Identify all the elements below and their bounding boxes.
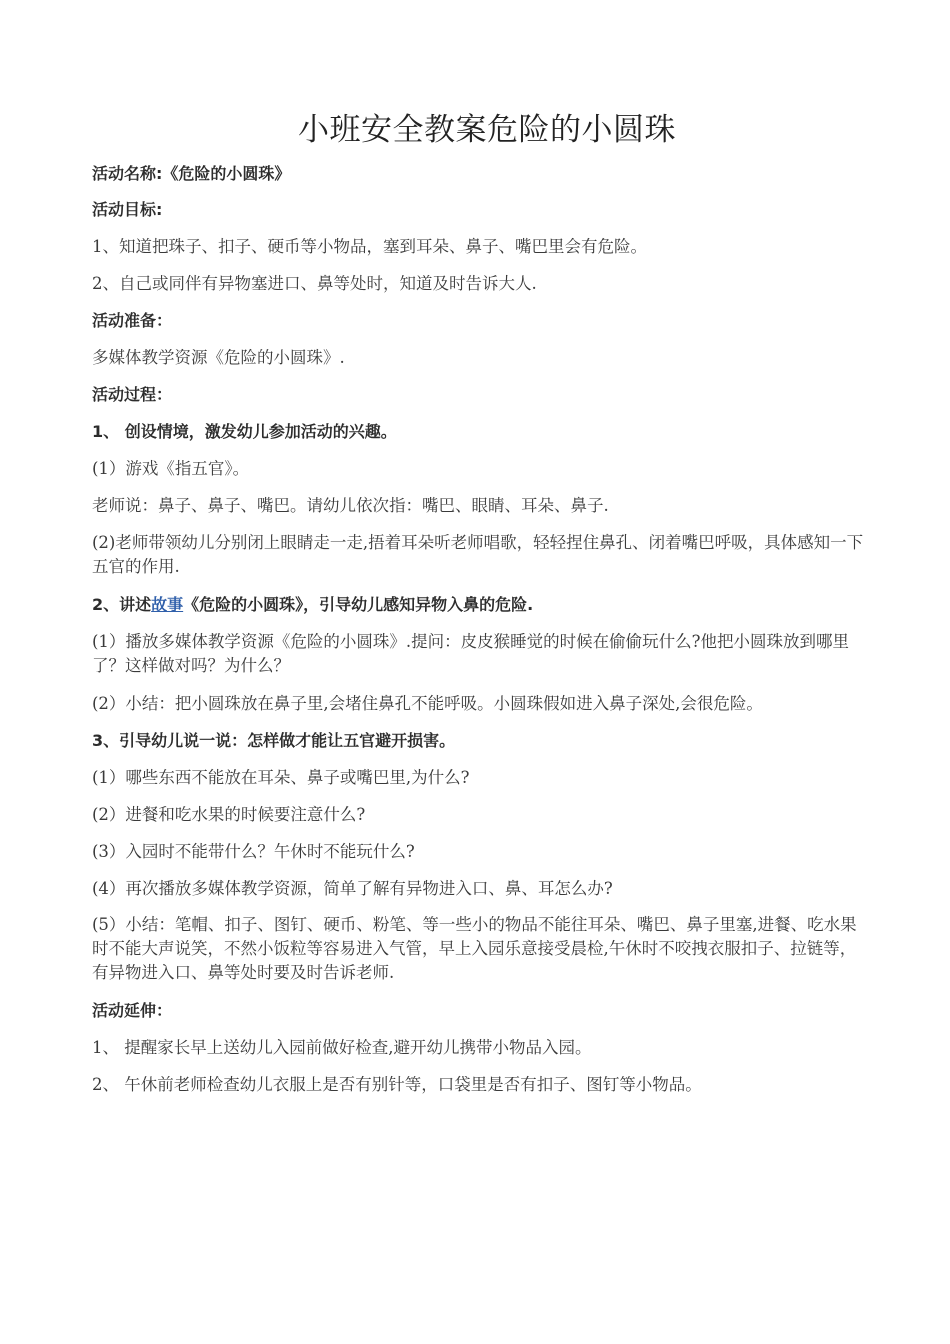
step3-line-1: (1）哪些东西不能放在耳朵、鼻子或嘴巴里,为什么? bbox=[92, 768, 470, 787]
goals-heading: 活动目标: bbox=[92, 200, 163, 219]
prep-heading: 活动准备： bbox=[92, 311, 173, 330]
extension-item-1: 1、 提醒家长早上送幼儿入园前做好检查,避开幼儿携带小物品入园。 bbox=[92, 1038, 592, 1057]
step3-heading: 3、引导幼儿说一说：怎样做才能让五官避开损害。 bbox=[92, 731, 456, 750]
step1-line-1: (1）游戏《指五官》。 bbox=[92, 459, 250, 478]
page-title: 小班安全教案危险的小圆珠 bbox=[298, 112, 676, 148]
step2-heading-post: 《危险的小圆珠》，引导幼儿感知异物入鼻的危险. bbox=[183, 595, 534, 614]
step1-heading: 1、 创设情境，激发幼儿参加活动的兴趣。 bbox=[92, 422, 397, 441]
story-link[interactable]: 故事 bbox=[151, 595, 184, 614]
step3-line-2: (2）进餐和吃水果的时候要注意什么? bbox=[92, 805, 366, 824]
prep-text: 多媒体教学资源《危险的小圆珠》. bbox=[92, 348, 345, 367]
step2-line-1: (1）播放多媒体教学资源《危险的小圆珠》.提问：皮皮猴睡觉的时候在偷偷玩什么?他把小圆珠放到哪里了？这样做对吗？为什么？ bbox=[92, 632, 850, 675]
goal-item-1: 1、知道把珠子、扣子、硬币等小物品，塞到耳朵、鼻子、嘴巴里会有危险。 bbox=[92, 237, 647, 256]
step1-line-2: 老师说：鼻子、鼻子、嘴巴。请幼儿依次指：嘴巴、眼睛、耳朵、鼻子. bbox=[92, 496, 609, 515]
step1-line-3: (2)老师带领幼儿分别闭上眼睛走一走,捂着耳朵听老师唱歌，轻轻捏住鼻孔、闭着嘴巴呼吸，具体感知一下五官的作用. bbox=[92, 533, 864, 576]
step2-heading-pre: 2、讲述 bbox=[92, 595, 152, 614]
step2-line-2: (2）小结：把小圆珠放在鼻子里,会堵住鼻孔不能呼吸。小圆珠假如进入鼻子深处,会很危险。 bbox=[92, 694, 763, 713]
extension-heading: 活动延伸： bbox=[92, 1001, 173, 1020]
goal-item-2: 2、自己或同伴有异物塞进口、鼻等处时，知道及时告诉大人. bbox=[92, 274, 537, 293]
activity-name: 活动名称:《危险的小圆珠》 bbox=[92, 164, 291, 183]
step2-heading bbox=[92, 593, 533, 617]
extension-item-2: 2、 午休前老师检查幼儿衣服上是否有别针等，口袋里是否有扣子、图钉等小物品。 bbox=[92, 1075, 702, 1094]
step3-line-4: (4）再次播放多媒体教学资源，简单了解有异物进入口、鼻、耳怎么办? bbox=[92, 879, 613, 898]
process-heading: 活动过程： bbox=[92, 385, 173, 404]
step3-line-5: (5）小结：笔帽、扣子、图钉、硬币、粉笔、等一些小的物品不能往耳朵、嘴巴、鼻子里塞,进餐、吃水果时不能大声说笑，不然小饭粒等容易进入气管，早上入园乐意接受晨检,午休时不咬拽衣服扣子、拉链等，有异物进入口、鼻等处时要及时告诉老师. bbox=[92, 915, 857, 982]
step3-line-3: (3）入园时不能带什么？午休时不能玩什么? bbox=[92, 842, 415, 861]
